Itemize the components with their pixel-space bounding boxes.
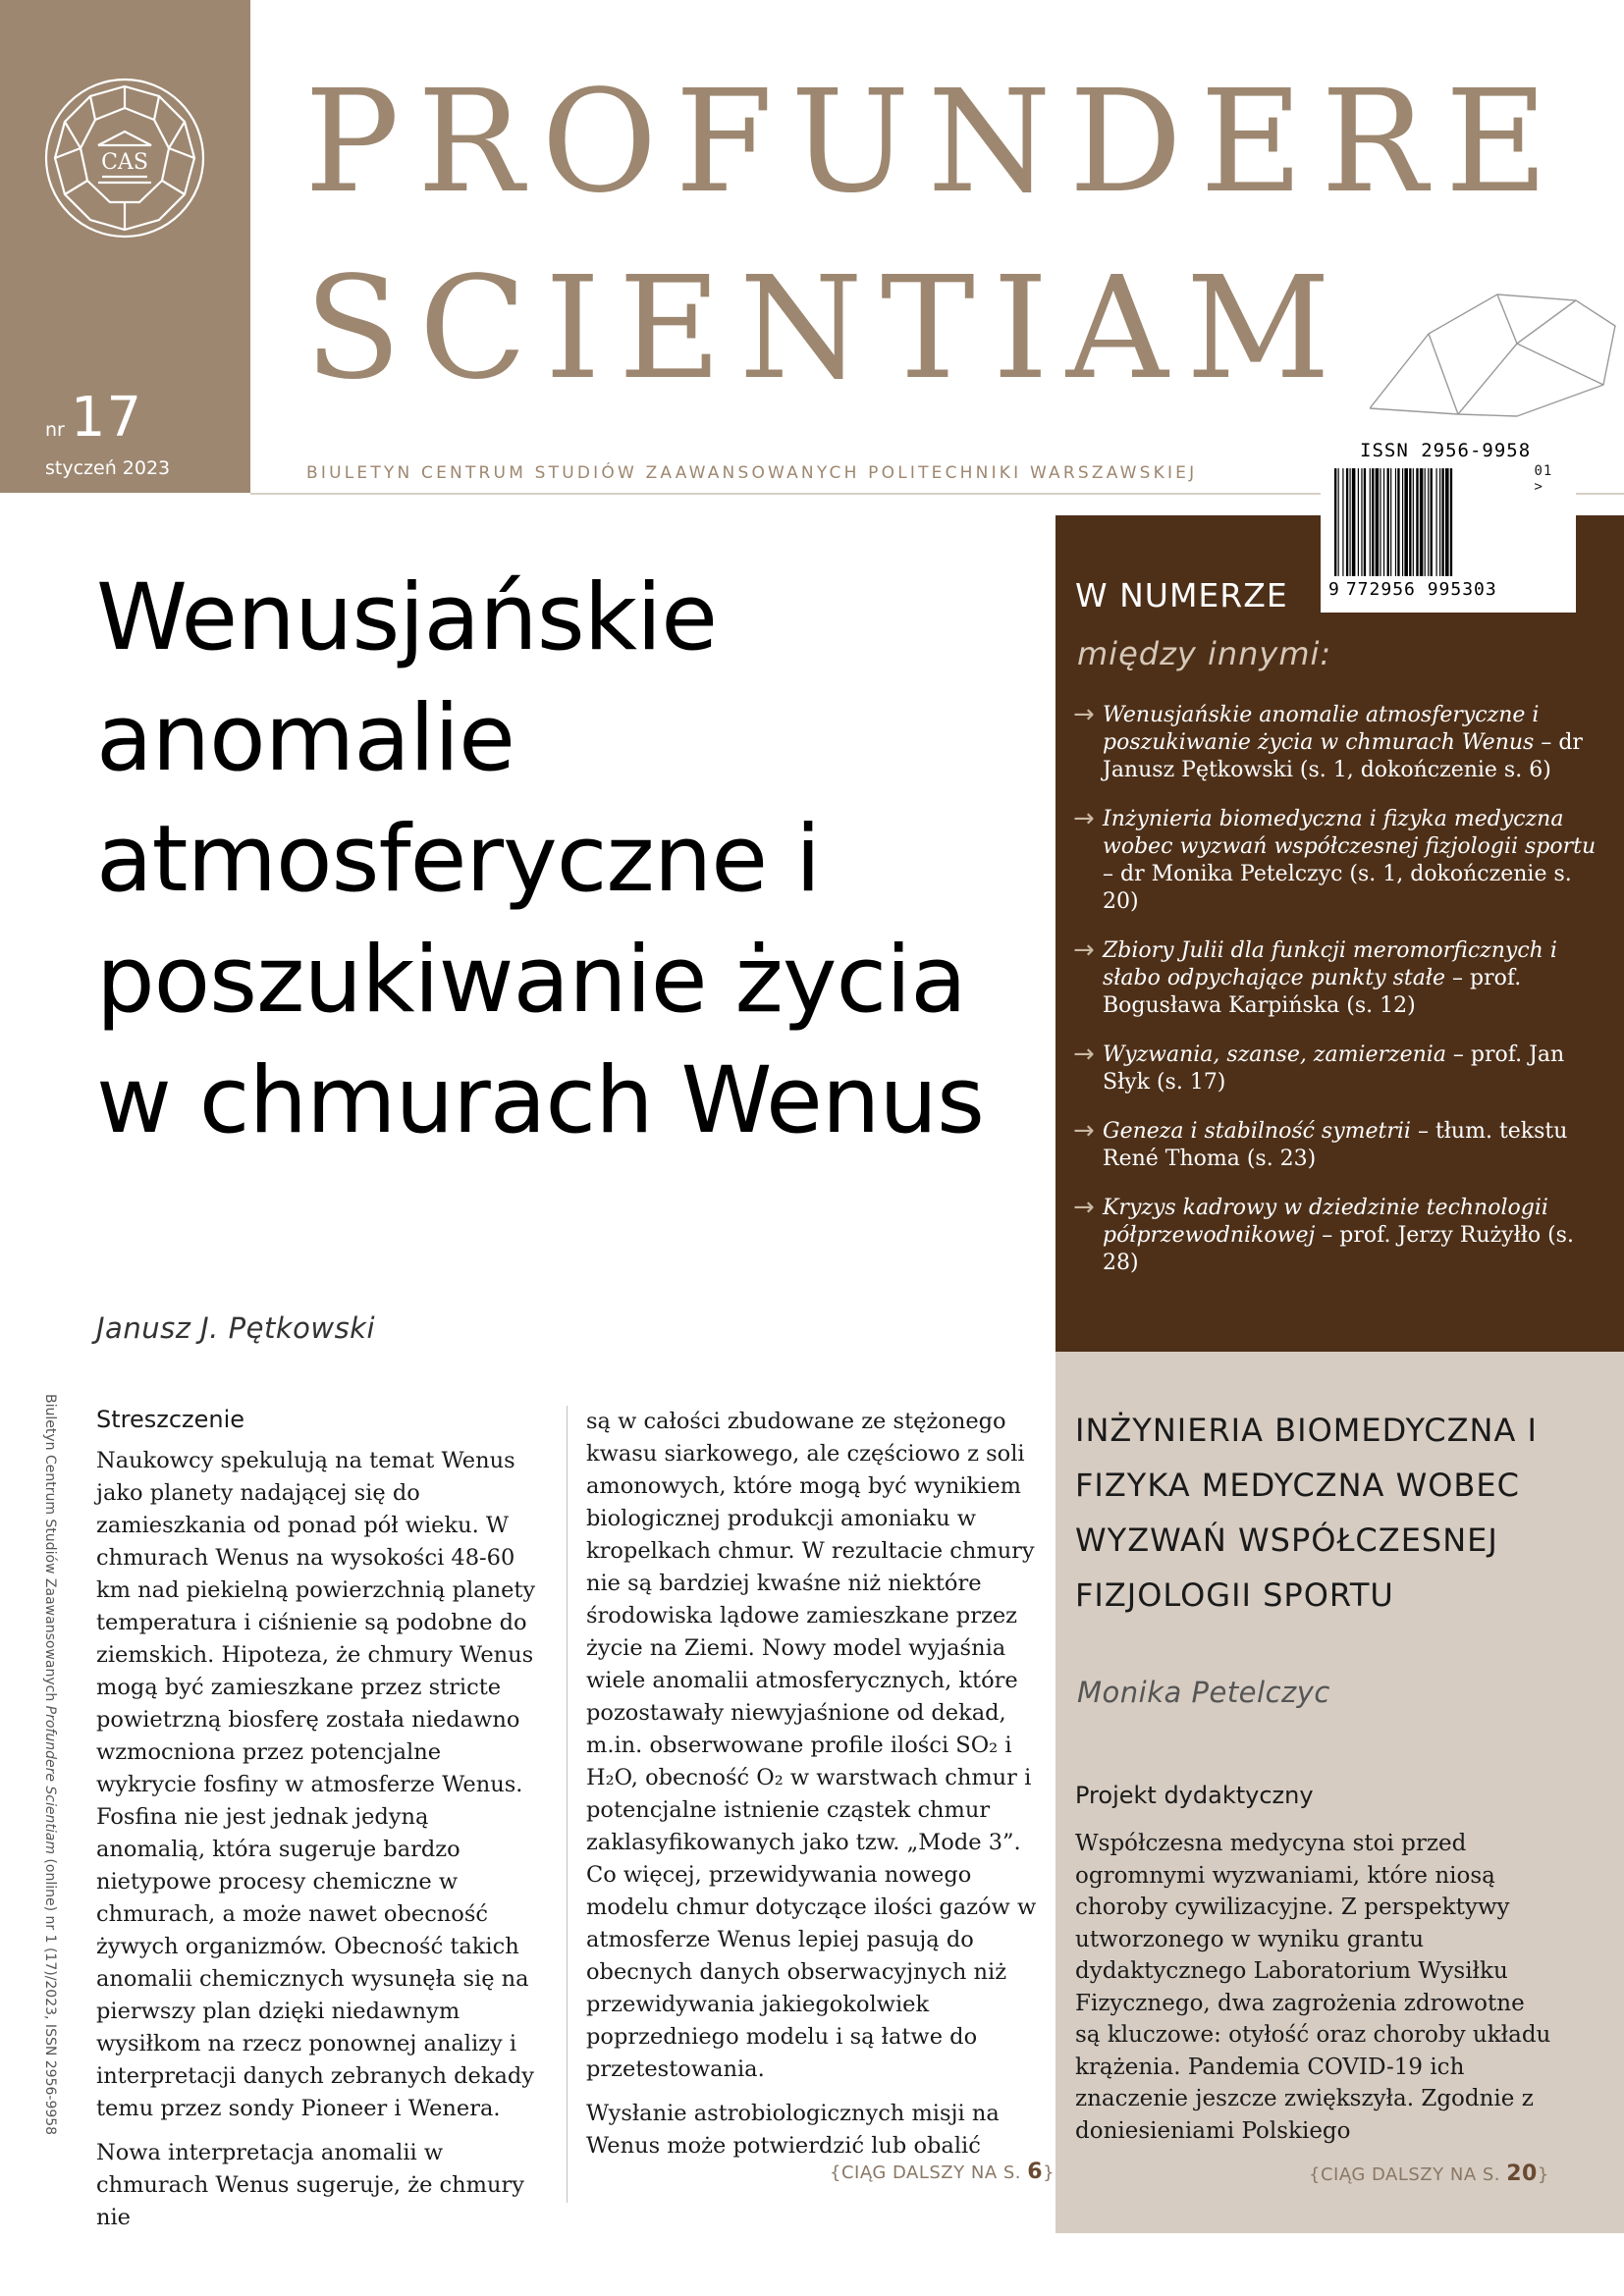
toc-item[interactable] [1073, 1195, 1603, 1277]
article-author: Janusz J. Pętkowski [96, 1311, 376, 1345]
side-caption-pre: Biuletyn Centrum Studiów Zaawansowanych [42, 1394, 58, 1706]
toc-item-author: – dr Janusz Pętkowski (s. 1, dokończenie s. 6) [1103, 730, 1583, 782]
toc-panel [1056, 515, 1624, 1352]
section-heading: Streszczenie [96, 1406, 245, 1433]
article-column-1 [96, 1406, 538, 2234]
toc-item-author: – tłum. tekstu René Thoma (s. 23) [1103, 1119, 1568, 1171]
toc-item-author: – prof. Bogusława Karpińska (s. 12) [1103, 966, 1522, 1018]
arrow-right-icon: → [1073, 1193, 1095, 1222]
issue-nr-label: nr [45, 419, 65, 441]
ean-number [1328, 579, 1568, 600]
toc-item[interactable] [1073, 702, 1603, 784]
barcode-box [1321, 434, 1576, 613]
toc-subheading: między innymi: [1077, 635, 1332, 672]
masthead-line1: PROFUNDERE [304, 59, 1566, 224]
article-paragraph: są w całości zbudowane ze stężonego kwasu siarkowego, ale częściowo z soli amonowych, które mogą być wynikiem biologicznej produkcji amoniaku w kropelkach chmur. W rezultacie chmury nie są bardziej kwaśne niż niektóre środowiska lądowe zamieszkane przez życie na Ziemi. Nowy model wyjaśnia wiele anomalii atmosferycznych, które pozostawały niewyjaśnione od dekad, m.in. obserwowane profile ilości SO₂ i H₂O, obecność O₂ w warstwach chmur i potencjalne istnienie cząstek chmur zaklasyfikowanych jako tzw. „Mode 3”. Co więcej, przewidywania nowego modelu chmur dotyczące ilości gazów w atmosferze Wenus lepiej pasują do obecnych danych obserwacyjnych niż przewidywania jakiegokolwiek poprzedniego modelu i są łatwe do przetestowania. [586, 1409, 1037, 2082]
continued-end: } [1537, 2164, 1549, 2185]
toc-item[interactable] [1073, 1041, 1603, 1096]
arrow-right-icon: → [1073, 1116, 1095, 1146]
arrow-right-icon: → [1073, 1040, 1095, 1069]
toc-item-title: Wyzwania, szanse, zamierzenia [1103, 1042, 1446, 1067]
toc-item-title: Inżynieria biomedyczna i fizyka medyczna wobec wyzwań współczesnej fizjologii sportu [1103, 807, 1597, 859]
wireframe-decoration-icon [1370, 287, 1624, 424]
toc-item[interactable] [1073, 937, 1603, 1020]
side-caption [42, 1394, 58, 2209]
issue-nr-value: 17 [70, 386, 143, 450]
sidebar-section-heading: Projekt dydaktyczny [1075, 1782, 1314, 1809]
arrow-right-icon: → [1073, 804, 1095, 833]
barcode-addon: 01 > [1534, 463, 1553, 495]
article-title: Wenusjańskie anomalie atmosferyczne i poszukiwanie życia w chmurach Wenus [96, 564, 984, 1154]
masthead-line2: SCIENTIAM [304, 245, 1349, 410]
arrow-right-icon: → [1073, 935, 1095, 965]
side-caption-italic: Profundere Scientiam [42, 1705, 58, 1854]
side-caption-post: (online) nr 1 (17)/2023, ISSN 2956-9958 [42, 1853, 58, 2136]
column-divider [567, 1406, 568, 2203]
continued-label: {CIĄG DALSZY NA S. [830, 2163, 1022, 2183]
sidebar-article-title: INŻYNIERIA BIOMEDYCZNA I FIZYKA MEDYCZNA WOBEC WYZWAŃ WSPÓŁCZESNEJ FIZJOLOGII SPORTU [1075, 1412, 1538, 1614]
cas-emblem-logo [41, 75, 208, 241]
toc-list [1073, 702, 1603, 1299]
emblem-text: CAS [101, 150, 148, 175]
issue-number [45, 386, 143, 450]
sidebar-article-author: Monika Petelczyc [1077, 1676, 1330, 1709]
article-paragraph: Wysłanie astrobiologicznych misji na Wenus może potwierdzić lub obalić [586, 2101, 1000, 2159]
continued-end: } [1043, 2163, 1056, 2183]
toc-item-author: – prof. Jerzy Rużyłło (s. 28) [1103, 1223, 1574, 1275]
issn-label: ISSN 2956-9958 [1360, 440, 1532, 461]
toc-item[interactable] [1073, 1118, 1603, 1173]
arrow-right-icon: → [1073, 700, 1095, 729]
logo-block [0, 0, 250, 493]
toc-item-title: Kryzys kadrowy w dziedzinie technologii półprzewodnikowej [1103, 1196, 1548, 1248]
continued-page: 6 [1027, 2160, 1044, 2184]
sidebar-article [1056, 1352, 1624, 2233]
sidebar-continued-link[interactable] [1309, 2162, 1549, 2186]
issue-date: styczeń 2023 [45, 457, 171, 479]
sidebar-article-text: Współczesna medycyna stoi przed ogromnymi wyzwaniami, które niosą choroby cywilizacyjne. Z perspektywy utworzonego w wyniku grantu dydaktycznego Laboratorium Wysiłku Fizycznego, dwa zagrożenia zdrowotne są kluczowe: otyłość oraz choroby układu krążenia. Pandemia COVID-19 ich znaczenie jeszcze zwiększyła. Zgodnie z doniesieniami Polskiego [1075, 1831, 1551, 2144]
ean-first-digit: 9 [1328, 579, 1340, 600]
continued-label: {CIĄG DALSZY NA S. [1309, 2164, 1501, 2185]
masthead-subtitle: BIULETYN CENTRUM STUDIÓW ZAAWANSOWANYCH POLITECHNIKI WARSZAWSKIEJ [306, 463, 1198, 483]
continued-link[interactable] [830, 2160, 1055, 2184]
toc-item-title: Zbiory Julii dla funkcji meromorficznych i słabo odpychające punkty stałe [1103, 938, 1557, 990]
toc-item-author: – dr Monika Petelczyc (s. 1, dokończenie s. 20) [1103, 862, 1572, 914]
article-paragraph: Nowa interpretacja anomalii w chmurach Wenus sugeruje, że chmury nie [96, 2140, 524, 2230]
article-column-2 [586, 1406, 1038, 2163]
continued-page: 20 [1506, 2162, 1538, 2186]
barcode-icon [1334, 463, 1530, 581]
article-paragraph: Naukowcy spekulują na temat Wenus jako planety nadającej się do zamieszkania od ponad pół wieku. W chmurach Wenus na wysokości 48-60 km nad piekielną powierzchnią planety temperatura i ciśnienie są podobne do ziemskich. Hipoteza, że chmury Wenus mogą być zamieszkane przez stricte powietrzną biosferę została niedawno wzmocniona przez potencjalne wykrycie fosfiny w atmosferze Wenus. Fosfina nie jest jednak jedyną anomalią, która sugeruje bardzo nietypowe procesy chemiczne w chmurach, a może nawet obecność żywych organizmów. Obecność takich anomalii chemicznych wysunęła się na pierwszy plan dzięki niedawnym wysiłkom na rzecz ponownej analizy i interpretacji danych zebranych dekady temu przez sondy Pioneer i Wenera. [96, 1448, 536, 2121]
ean-digits: 772956 995303 [1345, 579, 1497, 600]
toc-item-title: Wenusjańskie anomalie atmosferyczne i poszukiwanie życia w chmurach Wenus [1103, 703, 1540, 755]
toc-heading: W NUMERZE [1075, 576, 1288, 614]
toc-item[interactable] [1073, 806, 1603, 916]
toc-item-author: – prof. Jan Słyk (s. 17) [1103, 1042, 1565, 1095]
toc-item-title: Geneza i stabilność symetrii [1103, 1119, 1411, 1144]
